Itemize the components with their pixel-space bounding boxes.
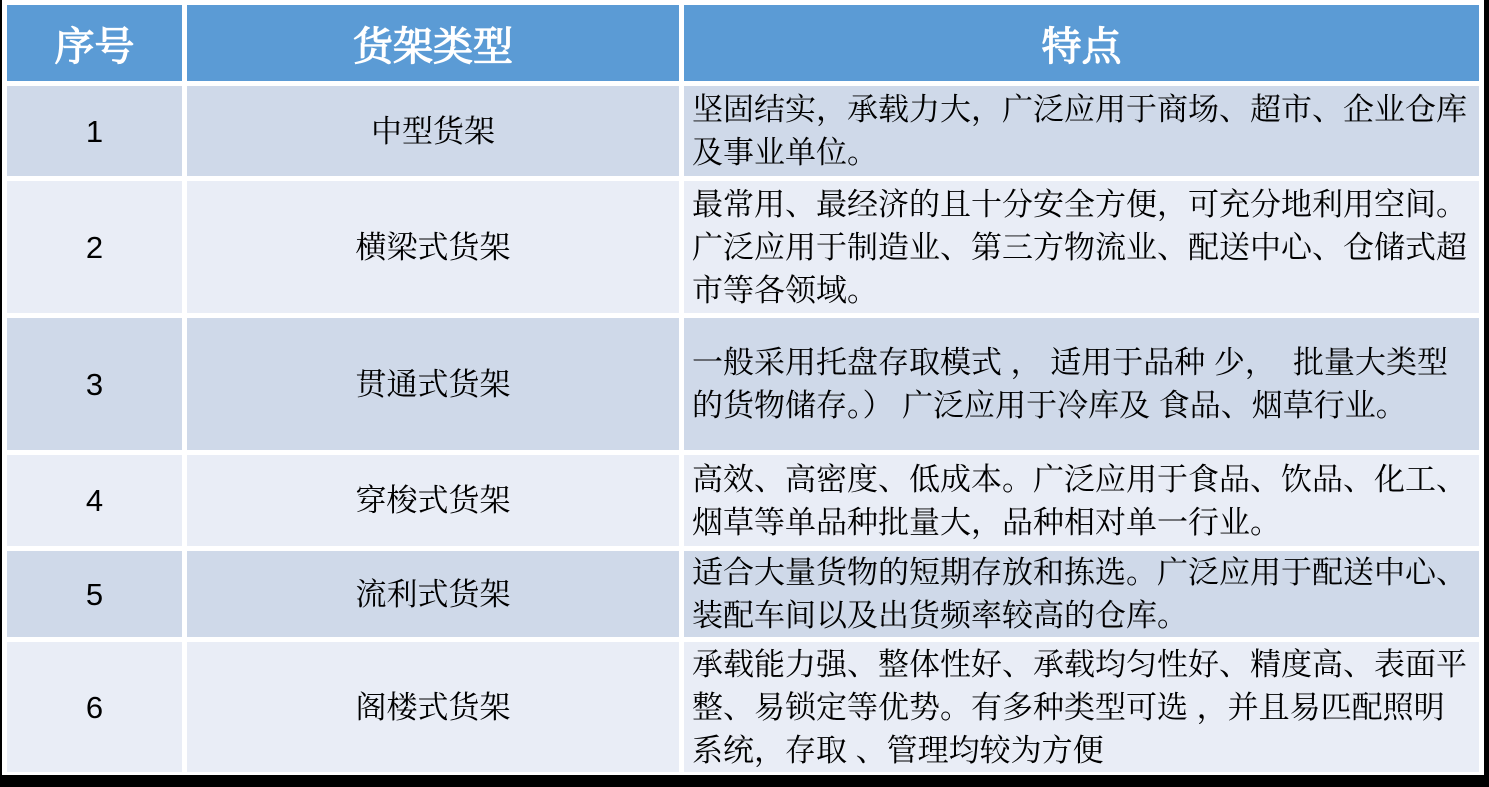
shelf-type: 阁楼式货架 [187,642,679,772]
table-row [7,551,1479,637]
row-index: 6 [7,642,182,772]
table-row [7,86,1479,176]
row-index: 1 [7,86,182,176]
table-frame [2,0,1484,775]
table-row [7,642,1479,772]
shelf-type: 穿梭式货架 [187,455,679,546]
shelf-types-table [2,0,1484,775]
shelf-features: 承载能力强、整体性好、承载均匀性好、精度高、表面平整、易锁定等优势。有多种类型可选 ，并且易匹配照明系统，存取 、管理均较为方便 [684,642,1479,772]
shelf-features: 最常用、最经济的且十分安全方便，可充分地利用空间。广泛应用于制造业、第三方物流业、配送中心、仓储式超市等各领域。 [684,181,1479,313]
row-index: 5 [7,551,182,637]
shelf-features: 坚固结实，承载力大，广泛应用于商场、超市、企业仓库及事业单位。 [684,86,1479,176]
header-row [7,5,1479,81]
row-index: 2 [7,181,182,313]
shelf-features: 一般采用托盘存取模式 ， 适用于品种 少， 批量大类型的货物储存。） 广泛应用于冷库及 食品、烟草行业。 [684,318,1479,450]
header-cell-index: 序号 [7,5,182,81]
shelf-features: 适合大量货物的短期存放和拣选。广泛应用于配送中心、装配车间以及出货频率较高的仓库。 [684,551,1479,637]
header-cell-features: 特点 [684,5,1479,81]
table-row [7,181,1479,313]
row-index: 3 [7,318,182,450]
row-index: 4 [7,455,182,546]
shelf-type: 中型货架 [187,86,679,176]
shelf-features: 高效、高密度、低成本。广泛应用于食品、饮品、化工、烟草等单品种批量大，品种相对单一行业。 [684,455,1479,546]
table-row [7,318,1479,450]
shelf-type: 流利式货架 [187,551,679,637]
header-cell-type: 货架类型 [187,5,679,81]
shelf-type: 贯通式货架 [187,318,679,450]
shelf-type: 横梁式货架 [187,181,679,313]
table-row [7,455,1479,546]
